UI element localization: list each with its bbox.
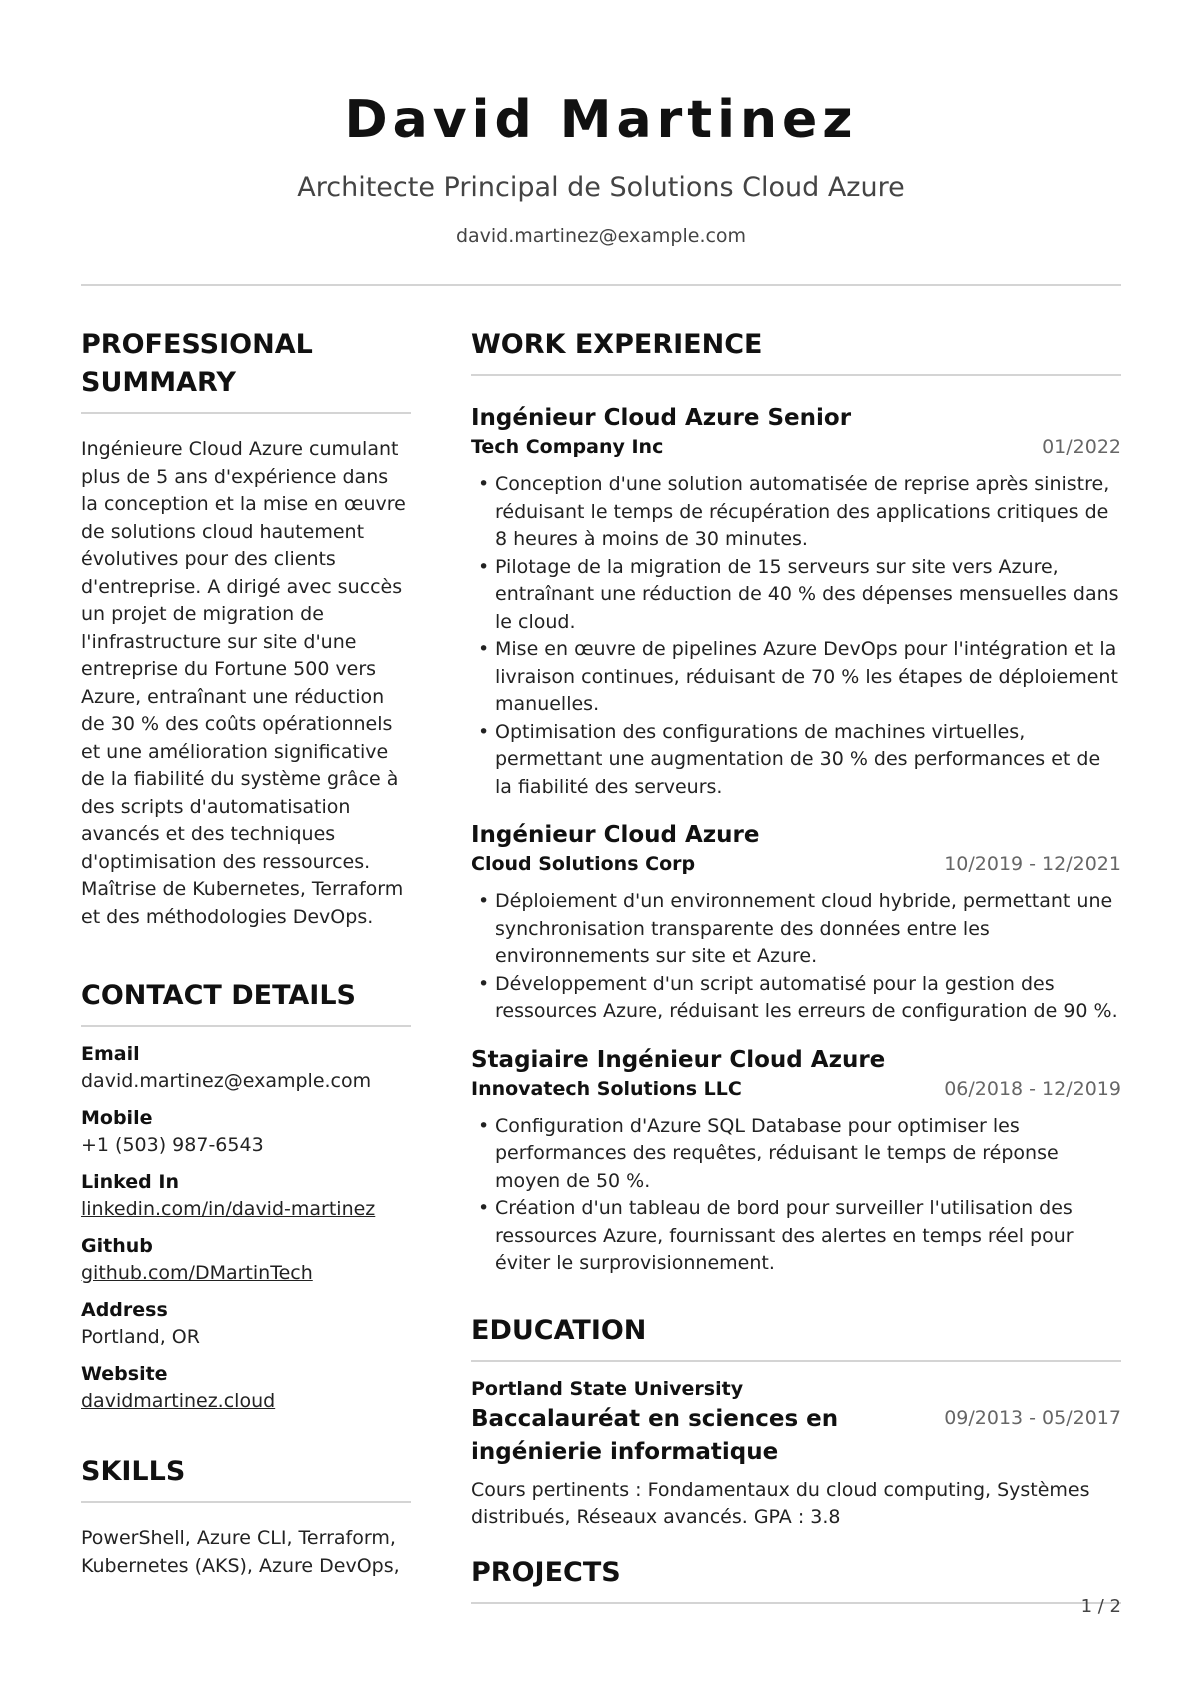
- summary-divider: [81, 412, 411, 414]
- contact-mobile-label: Mobile: [81, 1107, 153, 1129]
- job-date: 10/2019 - 12/2021: [944, 853, 1121, 875]
- contact-list: [81, 1041, 411, 1415]
- job-title: Ingénieur Cloud Azure Senior: [471, 405, 852, 431]
- header-email: david.martinez@example.com: [455, 225, 747, 247]
- job-bullet: • Déploiement d'un environnement cloud hybride, permettant une synchronisation transparente des données entre les environnements sur site et Azure.: [471, 888, 1121, 971]
- job-bullets: [471, 888, 1121, 1026]
- candidate-name: David Martinez: [344, 90, 858, 150]
- job-bullet: • Pilotage de la migration de 15 serveurs sur site vers Azure, entraînant une réduction de 40 % des dépenses mensuelles dans le cloud.: [471, 554, 1121, 637]
- contact-linkedin-link[interactable]: linkedin.com/in/david-martinez: [81, 1198, 376, 1220]
- job-company: Tech Company Inc: [471, 436, 664, 458]
- header-divider: [81, 284, 1121, 286]
- right-column: [471, 326, 1121, 1604]
- job-title: Stagiaire Ingénieur Cloud Azure: [471, 1046, 886, 1073]
- candidate-title: Architecte Principal de Solutions Cloud Azure: [297, 172, 905, 203]
- contact-website-label: Website: [81, 1363, 168, 1385]
- job-date: 01/2022: [1042, 436, 1121, 458]
- summary-heading: PROFESSIONAL SUMMARY: [81, 329, 313, 398]
- education-divider: [471, 1360, 1121, 1362]
- left-column: [81, 326, 411, 1580]
- contact-address-label: Address: [81, 1299, 168, 1321]
- work-heading: WORK EXPERIENCE: [471, 329, 763, 360]
- summary-text: Ingénieure Cloud Azure cumulant plus de 5 ans d'expérience dans la conception et la mise en œuvre de solutions cloud hautement évolutives pour des clients d'entreprise. A dirigé avec succès un projet de migration de l'infrastructure sur site d'une entreprise du Fortune 500 vers Azure, entraînant une réduction de 30 % des coûts opérationnels et une amélioration significative de la fiabilité du système grâce à des scripts d'automatisation avancés et des techniques d'optimisation des ressources. Maîtrise de Kubernetes, Terraform et des méthodologies DevOps.: [81, 438, 406, 928]
- job-entry: [471, 402, 1121, 801]
- job-bullet: • Configuration d'Azure SQL Database pour optimiser les performances des requêtes, réduisant le temps de réponse moyen de 50 %.: [471, 1113, 1121, 1196]
- job-company: Cloud Solutions Corp: [471, 853, 696, 875]
- skills-section: [81, 1453, 411, 1580]
- job-bullet: • Mise en œuvre de pipelines Azure DevOps pour l'intégration et la livraison continues, réduisant de 70 % les étapes de déploiement manuelles.: [471, 636, 1121, 719]
- skills-text: PowerShell, Azure CLI, Terraform, Kubernetes (AKS), Azure DevOps,: [81, 1527, 400, 1577]
- projects-heading: PROJECTS: [471, 1556, 621, 1588]
- education-degree: Baccalauréat en sciences en ingénierie informatique: [471, 1405, 839, 1465]
- contact-email-label: Email: [81, 1043, 140, 1065]
- contact-section: [81, 977, 411, 1415]
- job-bullet: • Création d'un tableau de bord pour surveiller l'utilisation des ressources Azure, fournissant des alertes en temps réel pour éviter le surprovisionnement.: [471, 1195, 1121, 1278]
- resume-header: [81, 78, 1121, 250]
- job-company: Innovatech Solutions LLC: [471, 1077, 742, 1100]
- contact-heading: CONTACT DETAILS: [81, 980, 356, 1011]
- projects-section: [471, 1554, 1121, 1604]
- contact-website-link[interactable]: davidmartinez.cloud: [81, 1390, 276, 1412]
- education-heading: EDUCATION: [471, 1314, 647, 1346]
- job-entry: [471, 1044, 1121, 1278]
- education-date: 09/2013 - 05/2017: [944, 1406, 1121, 1429]
- job-date: 06/2018 - 12/2019: [944, 1077, 1121, 1100]
- contact-address-value: Portland, OR: [81, 1326, 200, 1348]
- work-section: [471, 326, 1121, 1278]
- summary-section: [81, 326, 411, 931]
- contact-github-link[interactable]: github.com/DMartinTech: [81, 1262, 313, 1284]
- work-divider: [471, 374, 1121, 376]
- education-school: Portland State University: [471, 1377, 744, 1400]
- job-bullets: [471, 471, 1121, 801]
- contact-divider: [81, 1025, 411, 1027]
- job-entry: [471, 819, 1121, 1026]
- skills-heading: SKILLS: [81, 1456, 186, 1487]
- page-number: 1 / 2: [1080, 1596, 1121, 1617]
- education-section: [471, 1312, 1121, 1532]
- contact-email-value[interactable]: david.martinez@example.com: [81, 1070, 372, 1092]
- contact-mobile-value: +1 (503) 987-6543: [81, 1134, 264, 1156]
- job-bullet: • Optimisation des configurations de machines virtuelles, permettant une augmentation de 30 % des performances et de la fiabilité des serveurs.: [471, 719, 1121, 802]
- job-title: Ingénieur Cloud Azure: [471, 822, 760, 848]
- education-description: Cours pertinents : Fondamentaux du cloud computing, Systèmes distribués, Réseaux avancés. GPA : 3.8: [471, 1478, 1090, 1528]
- job-bullet: • Développement d'un script automatisé pour la gestion des ressources Azure, réduisant les erreurs de configuration de 90 %.: [471, 971, 1121, 1026]
- contact-linkedin-label: Linked In: [81, 1171, 179, 1193]
- contact-github-label: Github: [81, 1235, 153, 1257]
- skills-divider: [81, 1501, 411, 1503]
- job-bullets: [471, 1113, 1121, 1278]
- job-bullet: • Conception d'une solution automatisée de reprise après sinistre, réduisant le temps de récupération des applications critiques de 8 heures à moins de 30 minutes.: [471, 471, 1121, 554]
- projects-divider: [471, 1602, 1121, 1604]
